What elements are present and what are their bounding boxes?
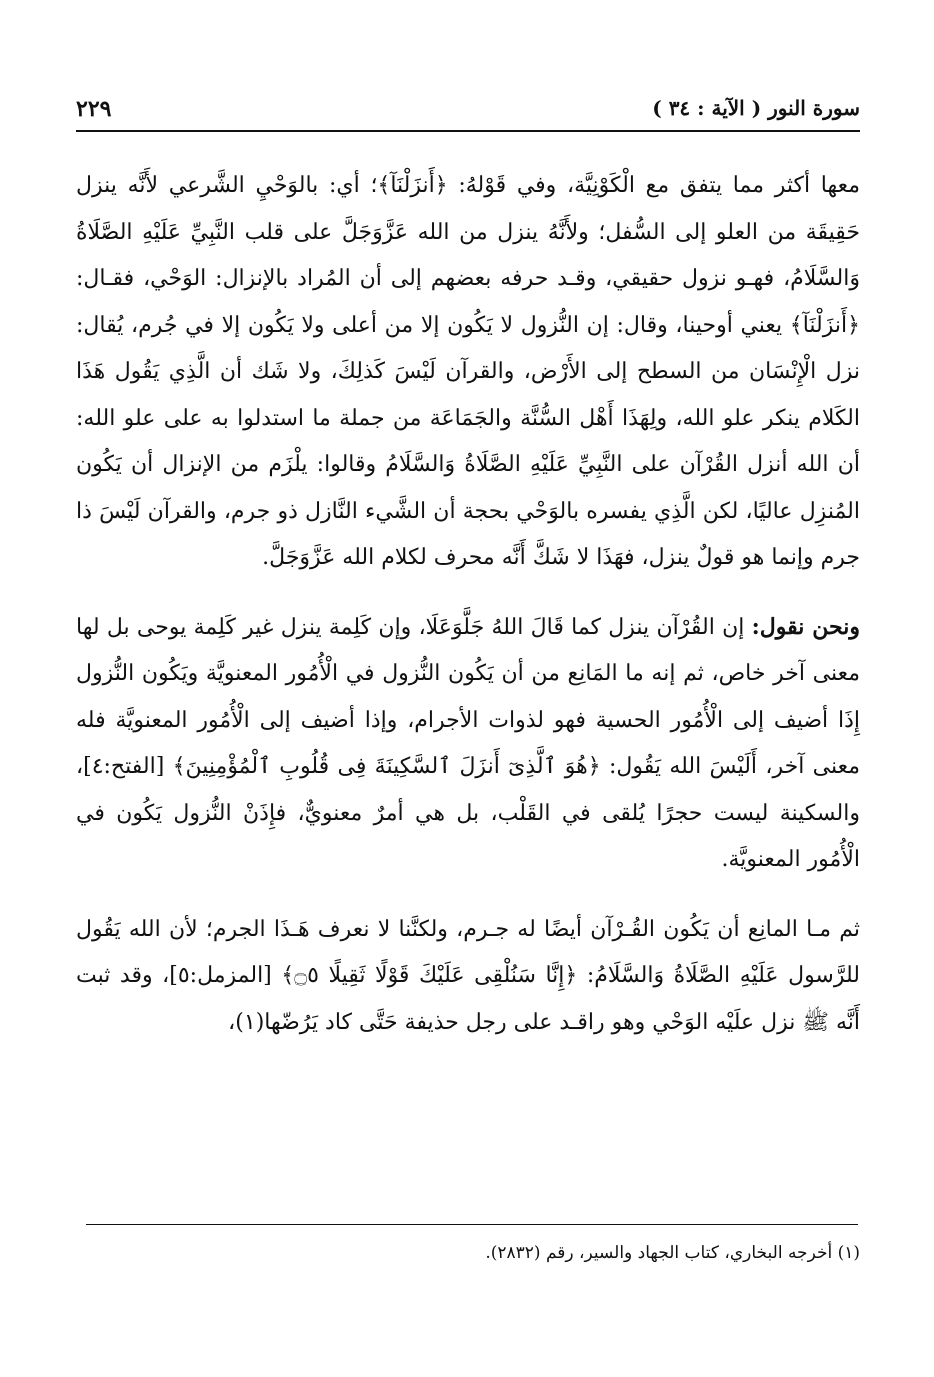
paragraph-1-text: معها أكثر مما يتفق مع الْكَوْنِيَّة، وفي قَوْلهُ: ﴿أَنزَلْنَآ﴾؛ أي: بالوَحْيِ الشَّرعي لأَنَّه ينزل حَقِيقَة من العلو إلى السُّفل؛ ولأَنَّهُ ينزل من الله عَزَّوَجَلَّ على قلب النَّبِيِّ عَلَيْهِ الصَّلَاةُ وَالسَّلَامُ، فهـو نزول حقيقي، وقـد حرفه بعضهم إلى أن المُراد بالإنزال: الوَحْي، فقـال: ﴿أَنزَلْنَآ﴾ يعني أوحينا، وقال: إن النُّزول لا يَكُون إلا من أعلى ولا يَكُون إلا في جُرم، يُقال: نزل الْإِنْسَان من السطح إلى الأَرْض، والقرآن لَيْسَ كَذلِكَ، ولا شَك أن الَّذِي يَقُول هَذَا الكَلام ينكر علو الله، ولِهَذَا أَهْل السُّنَّة والجَمَاعَة من جملة ما استدلوا به على علو الله: أن الله أنزل القُرْآن على النَّبِيِّ عَلَيْهِ الصَّلَاةُ وَالسَّلَامُ وقالوا: يلْزَم من الإنزال أن يَكُون المُنزِل عاليًا، لكن الَّذِي يفسره بالوَحْي بحجة أن الشَّيء النَّازل ذو جرم، والقرآن لَيْسَ ذا جرم وإنما هو قولٌ ينزل، فهَذَا لا شَكَّ أَنَّه محرف لكلام الله عَزَّوَجَلَّ.	[76, 173, 860, 570]
paragraph-1	[76, 162, 860, 582]
paragraph-2	[76, 604, 860, 884]
paragraph-2-lead: ونحن نقول:	[751, 613, 861, 640]
header-rule	[76, 130, 860, 132]
page-body	[76, 162, 860, 1068]
paragraph-3-text: ثم مـا المانِع أن يَكُون القُـرْآن أيضًا له جـرم، ولكنَّنا لا نعرف هَـذَا الجرم؛ لأن الله يَقُول للرَّسول عَلَيْهِ الصَّلَاةُ وَالسَّلَامُ: ﴿إِنَّا سَنُلْقِى عَلَيْكَ قَوْلًا ثَقِيلًا ۝٥﴾ [المزمل:٥]، وقد ثبت أَنَّه ﷺ نزل علَيْه الوَحْي وهو راقـد على رجل حذيفة حَتَّى كاد يَرُضّها(١)،	[76, 916, 860, 1035]
page-number: ٢٢٩	[76, 96, 112, 122]
paragraph-2-text: إن القُرْآن ينزل كما قَالَ اللهُ جَلَّوَعَلَا، وإن كَلِمة ينزل غير كَلِمة يوحى بل لها معنى آخر خاص، ثم إنه ما المَانِع من أن يَكُون النُّزول في الْأُمُور المعنويَّة ويَكُون النُّزول إِذَا أضيف إلى الْأُمُور الحسية فهو لذوات الأجرام، وإذا أضيف إلى الْأُمُور المعنويَّة فله معنى آخر، أَلَيْسَ الله يَقُول: ﴿هُوَ ٱلَّذِىٓ أَنزَلَ ٱلسَّكِينَةَ فِى قُلُوبِ ٱلْمُؤْمِنِينَ﴾ [الفتح:٤]، والسكينة ليست حجرًا يُلقى في القَلْب، بل هي أمرٌ معنويٌّ، فإِذَنْ النُّزول يَكُون في الْأُمُور المعنويَّة.	[76, 614, 860, 872]
footnote: (١) أخرجه البخاري، كتاب الجهاد والسير، رقم (٢٨٣٢).	[485, 1243, 860, 1263]
paragraph-3	[76, 906, 860, 1047]
footnote-rule	[86, 1224, 858, 1225]
page-header	[76, 92, 860, 132]
running-title: سورة النور ( الآية : ٣٤ )	[652, 96, 860, 120]
